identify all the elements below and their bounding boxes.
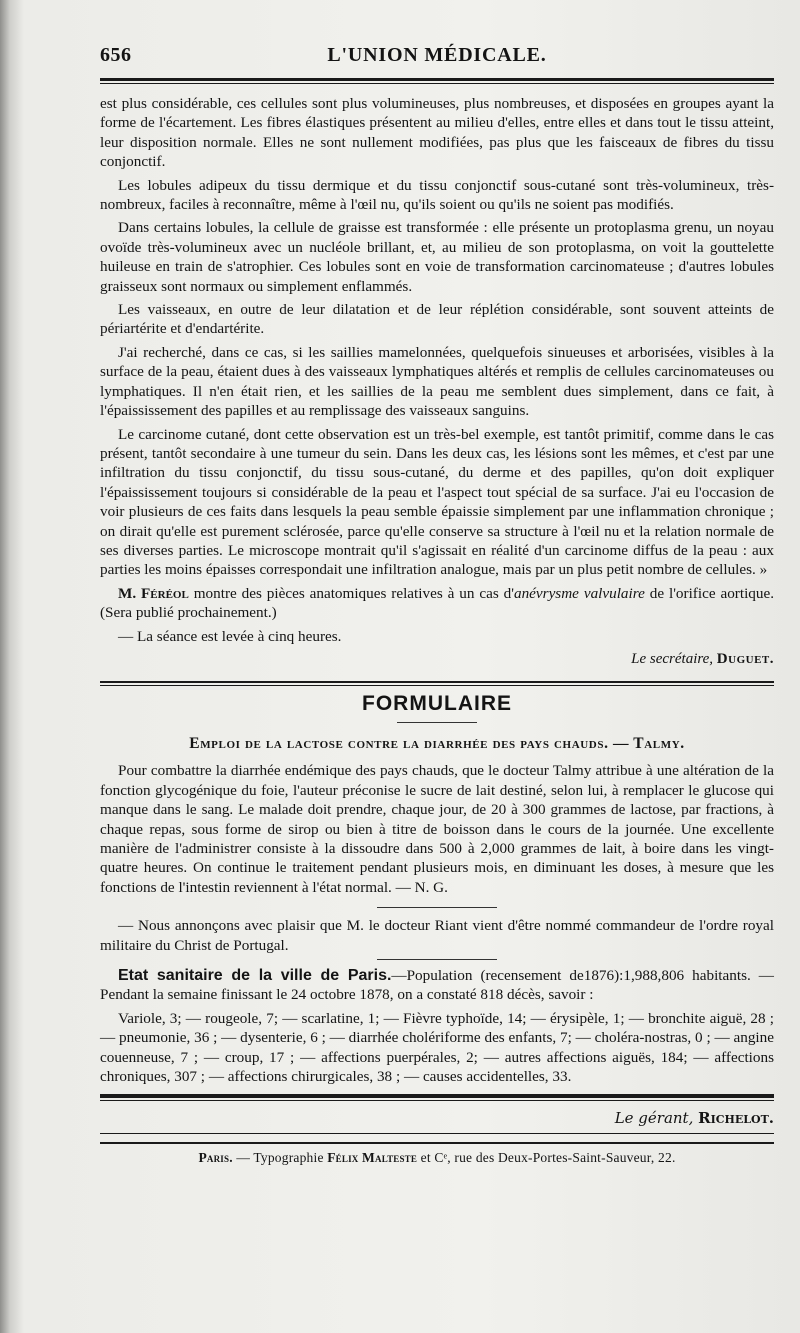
imprint-printer: Félix Malteste bbox=[327, 1150, 418, 1166]
signature-role: Le secrétaire, bbox=[631, 650, 717, 667]
paragraph-6: Le carcinome cutané, dont cette observation est un très-bel exemple, est tantôt primitif, comme dans le cas présent, tantôt secondaire à une tumeur du sein. Dans les deux cas, les lésions sont les mêmes, et c'est par une infiltration du tissu conjonctif, du tissu sous-cutané, du derme et des papilles, qu'on doit expliquer l'épaississement toujours si considérable de la peau et l'aspect tout spécial de sa surface. J'ai eu l'occasion de voir plusieurs de ces faits dans lesquels la peau semble épaissie simplement par une inflammation chronique ; on dirait qu'elle est purement sclérosée, parce qu'elle conserve sa structure à l'œil nu et la relation normale de ses diverses parties. Le microscope montrait qu'il s'agissait en réalité d'un carcinome diffus de la peau : aux parties les moins épaisses correspondait une infiltration analogue, mais par un plus petit nombre de cellules. » bbox=[100, 425, 774, 579]
section-title: FORMULAIRE bbox=[362, 692, 512, 716]
stats-divider bbox=[377, 959, 497, 960]
paragraph-2: Les lobules adipeux du tissu dermique et du tissu conjonctif sous-cutané sont très-volumineux, très-nombreux, faciles à reconnaître, même à l'œil nu, qu'ils soient ou qu'ils ne soient pas modifiés. bbox=[100, 176, 774, 214]
printer-imprint bbox=[100, 1150, 774, 1166]
stats-intro: —Population (recensement de1876):1,988,806 habitants. — Pendant la semaine finissant le 24 octobre 1878, on a constaté 818 décès, savoir : bbox=[100, 967, 774, 1004]
manager-signature bbox=[100, 1109, 774, 1127]
imprint-text-2: et Cᵉ, rue des Deux-Portes-Saint-Sauveur, 22. bbox=[417, 1150, 676, 1166]
section-divider bbox=[100, 681, 774, 686]
paragraph-1: est plus considérable, ces cellules sont plus volumineuses, plus nombreuses, et disposées en groupes ayant la forme de l'écartement. Les fibres élastiques présentent au milieu d'elles, entre elles et dans tout le tissu atteint, leur disposition normale. Elles ne sont nullement modifiées, pas plus que les faisceaux de fibres du tissu conjonctif. bbox=[100, 95, 774, 171]
speaker-name: M. Féréol bbox=[118, 584, 189, 602]
header-rule-thin bbox=[100, 83, 774, 84]
news-body bbox=[100, 916, 774, 955]
formulaire-paragraph: Pour combattre la diarrhée endémique des pays chauds, que le docteur Talmy attribue à une altération de la fonction glycogénique du foie, l'auteur préconise le sucre de lait destiné, selon lui, à remplacer le glucose qui manque dans le sang. Le malade doit prendre, chaque jour, de 20 à 300 grammes de lactose, par fractions, à chaque repas, sous forme de sirop ou bien à titre de boisson dans le cours de la journée. Une excellente manière de l'administrer consiste à la dissoudre dans 500 à 2,000 grammes de lait, à boire dans les vingt-quatre heures. On continue le traitement pendant plusieurs mois, en diminuant les doses, à mesure que les fonctions de l'intestin reviennent à l'état normal. — N. G. bbox=[100, 762, 774, 896]
paragraph-5: J'ai recherché, dans ce cas, si les saillies mamelonnées, quelquefois sinueuses et arborisées, visibles à la surface de la peau, étaient dues à des vaisseaux lymphatiques altérés et remplis de cellules carcinomateuses ou lymphatiques. Il n'en était rien, et les saillies de la peau me semblent dues simplement, dans ce fait, à l'épaississement des papilles et au remplissage des vaisseaux sanguins. bbox=[100, 343, 774, 420]
stats-title: Etat sanitaire de la ville de Paris. bbox=[118, 967, 392, 985]
running-head: L'UNION MÉDICALE. bbox=[327, 44, 547, 66]
paragraph-7-text-1: montre des pièces anatomiques relatives à un cas d' bbox=[188, 584, 514, 602]
stats-body bbox=[100, 966, 774, 1086]
paragraph-7-italic: anévrysme valvulaire bbox=[513, 584, 645, 602]
article-title: Emploi de la lactose contre la diarrhée des pays chauds. — Talmy. bbox=[189, 735, 685, 753]
signature-name: Duguet. bbox=[716, 650, 774, 667]
paragraph-8: — La séance est levée à cinq heures. bbox=[118, 627, 342, 645]
stats-details: Variole, 3; — rougeole, 7; — scarlatine, 1; — Fièvre typhoïde, 14; — érysipèle, 1; — bronchite aiguë, 28 ; — pneumonie, 36 ; — dysenterie, 6 ; — diarrhée cholériforme des enfants, 7; — choléra-nostras, 0 ; — angine couenneuse, 7 ; — croup, 17 ; — affections puerpérales, 2; — autres affections aiguës, 184; — affections chroniques, 307 ; — affections chirurgicales, 38 ; — causes accidentelles, 33. bbox=[100, 1009, 774, 1086]
paragraph-3: Dans certains lobules, la cellule de graisse est transformée : elle présente un protoplasma grenu, un noyau ovoïde très-volumineux avec un nucléole brillant, et, au milieu de son protoplasma, on voit la gouttelette huileuse en train de s'atrophier. Ces lobules sont en voie de transformation carcinomateuse ; d'autres lobules graisseux sont normaux ou simplement enflammés. bbox=[100, 219, 774, 295]
imprint-city: Paris. bbox=[198, 1150, 233, 1166]
formulaire-body bbox=[100, 761, 774, 897]
page-header bbox=[100, 38, 774, 68]
news-divider bbox=[377, 907, 497, 908]
header-rule bbox=[100, 78, 774, 81]
paragraph-7-text-2: de l'orifice aortique. (Sera publié prochainement.) bbox=[100, 584, 775, 622]
section-title-underline bbox=[397, 722, 477, 723]
footer-rule bbox=[100, 1094, 774, 1098]
paragraph-7 bbox=[100, 584, 774, 623]
paragraph-4: Les vaisseaux, en outre de leur dilatation et de leur réplétion considérable, sont souvent atteints de périartérite et d'endartérite. bbox=[100, 301, 774, 338]
imprint-divider bbox=[100, 1133, 774, 1144]
footer-rule-thin bbox=[100, 1100, 774, 1101]
imprint-text-1: — Typographie bbox=[232, 1150, 328, 1166]
secretary-signature bbox=[100, 650, 774, 669]
page-number: 656 bbox=[100, 44, 132, 66]
page-content bbox=[100, 38, 774, 1166]
stats-paragraph bbox=[100, 966, 774, 1005]
article-body bbox=[100, 94, 774, 669]
gerant-name: Richelot. bbox=[698, 1109, 774, 1128]
gerant-role: Le gérant, bbox=[614, 1109, 699, 1128]
news-paragraph: — Nous annonçons avec plaisir que M. le docteur Riant vient d'être nommé commandeur de l'ordre royal militaire du Christ de Portugal. bbox=[100, 917, 774, 954]
